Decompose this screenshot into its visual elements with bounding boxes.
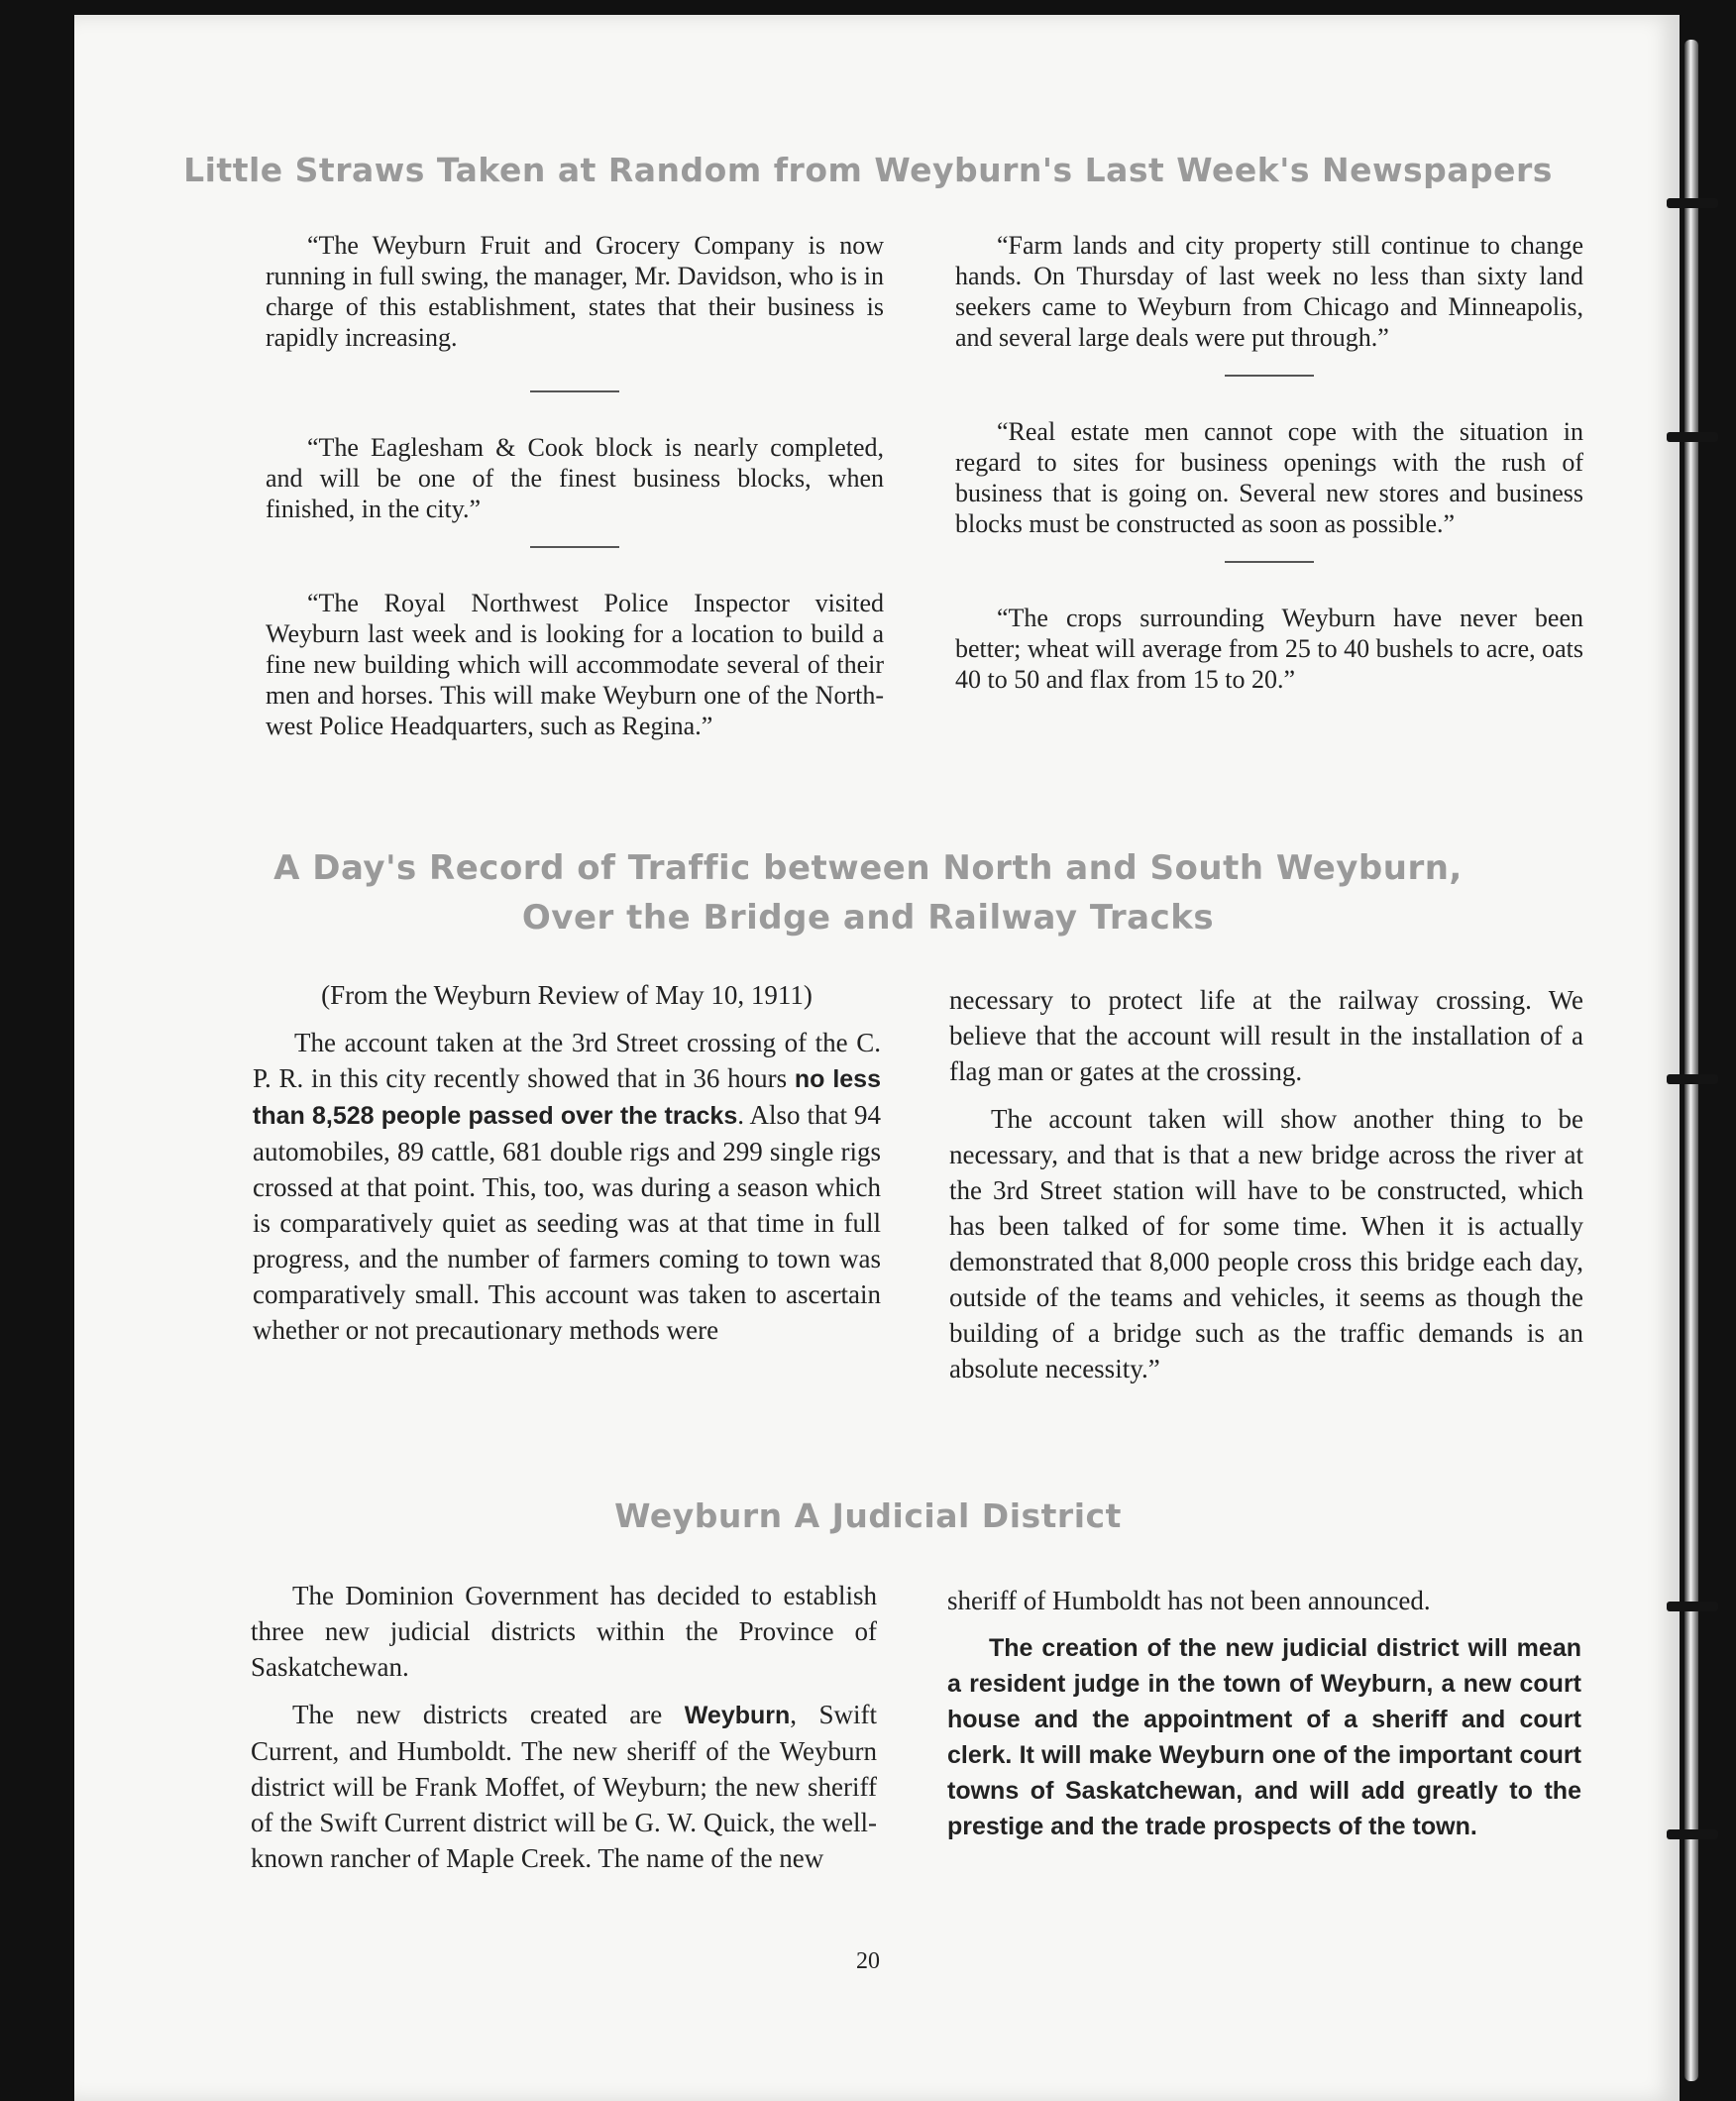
source-citation: (From the Weyburn Review of May 10, 1911) [321, 980, 813, 1010]
quote-farm-lands: “Farm lands and city property still continue to change hands. On Thursday of last week no less than sixty land seekers came to Weyburn from Chicago and Minneapolis, and several large deals were put through.” [955, 231, 1583, 352]
bold-highlight: no less than 8,528 people passed over the tracks [253, 1065, 881, 1130]
districts-paragraph [251, 1697, 877, 1876]
section2-heading-line1: A Day's Record of Traffic between North and South Weyburn, [273, 848, 1463, 888]
traffic-paragraph [253, 1025, 881, 1348]
quote-crops: “The crops surrounding Weyburn have never been better; wheat will average from 25 to 40 bushels to acre, oats 40 to 50 and flax from 15 to 20.” [955, 604, 1583, 694]
binding-clip [1667, 198, 1718, 208]
bold-highlight: Weyburn [684, 1702, 791, 1729]
divider [1225, 561, 1314, 563]
quote-real-estate: “Real estate men cannot cope with the situation in regard to sites for business openings with the rush of business that is going on. Several new stores and business blocks must be constructed as soon as possible.” [955, 417, 1583, 538]
quote-police-inspector: “The Royal Northwest Police Inspector visited Weyburn last week and is looking for a location to build a fine new building which will accommodate several of their men and horses. This will make Weyburn one of the North-west Police Headquarters, such as Regina.” [266, 589, 884, 740]
binding-clip [1667, 432, 1718, 442]
page-number: 20 [856, 1948, 880, 1974]
divider [1225, 375, 1314, 377]
text-span: , Swift Current, and Humboldt. The new sheriff of the Weyburn district will be Frank Moffet, of Weyburn; the new sheriff of the Swift Current district will be G. W. Quick, the well-known rancher of Maple Creek. The name of the new [251, 1700, 878, 1873]
section3-right-column [947, 1583, 1581, 1856]
districts-paragraph-continued: sheriff of Humboldt has not been announced. [947, 1586, 1431, 1615]
binding-clip [1667, 1829, 1718, 1839]
text-span: The new districts created are [292, 1700, 685, 1729]
binding-edge [1684, 40, 1698, 2081]
section3-heading: Weyburn A Judicial District [614, 1496, 1122, 1535]
section2-heading-line2: Over the Bridge and Railway Tracks [521, 898, 1215, 938]
section3-left-column [251, 1578, 877, 1876]
section1-right-column [955, 230, 1583, 695]
divider [530, 546, 619, 548]
section2-right-column [949, 982, 1583, 1398]
section1-heading: Little Straws Taken at Random from Weyburn's Last Week's Newspapers [183, 151, 1553, 189]
judicial-intro-paragraph: The Dominion Government has decided to establish three new judicial districts within the Province of Saskatchewan. [251, 1581, 877, 1682]
quote-eaglesham-cook: “The Eaglesham & Cook block is nearly completed, and will be one of the finest business blocks, when finished, in the city.” [266, 433, 884, 523]
text-span: . Also that 94 automobiles, 89 cattle, 681 double rigs and 299 single rigs crossed at that point. This, too, was during a season which is comparatively quiet as seeding was at that time in full progress, and the number of farmers coming to town was comparatively small. This account was taken to ascertain whether or not precautionary methods were [253, 1100, 881, 1345]
judicial-creation-paragraph: The creation of the new judicial district will mean a resident judge in the town of Weyburn, a new court house and the appointment of a sheriff and court clerk. It will make Weyburn one of the important court towns of Saskatchewan, and will add greatly to the prestige and the trade prospects of the town. [947, 1634, 1581, 1840]
divider [530, 390, 619, 392]
traffic-paragraph-continued: necessary to protect life at the railway crossing. We believe that the account will result in the installation of a flag man or gates at the crossing. [949, 985, 1583, 1086]
quote-fruit-company: “The Weyburn Fruit and Grocery Company is now running in full swing, the manager, Mr. Davidson, who is in charge of this establishment, states that their business is rapidly increasing. [266, 231, 884, 352]
binding-clip [1667, 1074, 1718, 1084]
bridge-paragraph: The account taken will show another thing to be necessary, and that is that a new bridge across the river at the 3rd Street station will have to be constructed, which has been talked of for some time. When it is actually demonstrated that 8,000 people cross this bridge each day, outside of the teams and vehicles, it seems as though the building of a bridge such as the traffic demands is an absolute necessity.” [949, 1104, 1583, 1383]
section2-left-column [253, 977, 881, 1348]
section1-left-column [266, 230, 884, 741]
text-span: The account taken at the 3rd Street crossing of the C. P. R. in this city recently showed that in 36 hours [253, 1028, 881, 1093]
binding-clip [1667, 1602, 1718, 1611]
